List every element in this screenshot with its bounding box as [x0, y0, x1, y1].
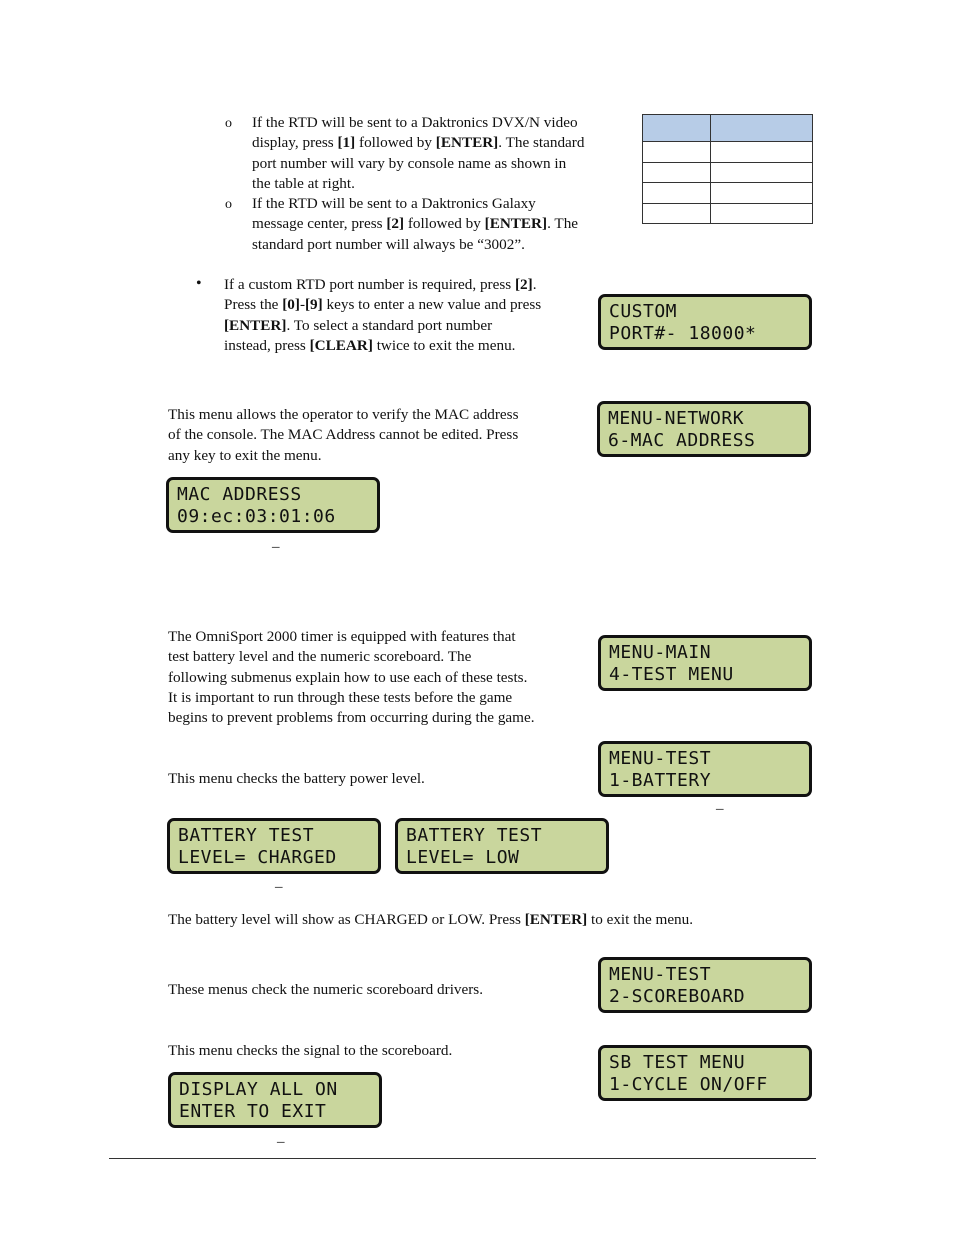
- battery-level-text: The battery level will show as CHARGED or LOW. Press [ENTER] to exit the menu.: [168, 911, 694, 928]
- lcd-mac-address: [166, 477, 380, 533]
- lcd-line: MENU-MAIN: [609, 642, 712, 663]
- lcd-display-all-on: [168, 1072, 382, 1128]
- lcd-battery-low: [395, 818, 609, 874]
- figure-caption-dash: –: [275, 879, 283, 895]
- lcd-battery-charged: [167, 818, 381, 874]
- custom-port-bullet: [224, 275, 594, 356]
- mac-paragraph: [168, 405, 588, 466]
- sub-bullet-dvx: [252, 113, 632, 194]
- text-line: port number will vary by console name as shown in: [252, 154, 567, 172]
- text-line: [ENTER]. To select a standard port number: [224, 316, 493, 334]
- lcd-line: MENU-TEST: [609, 964, 712, 985]
- text-line: of the console. The MAC Address cannot be edited. Press: [168, 426, 519, 444]
- text-line: display, press [1] followed by [ENTER]. The standard: [252, 134, 585, 152]
- lcd-line: ENTER TO EXIT: [179, 1101, 327, 1122]
- footer-divider: [109, 1158, 816, 1159]
- text-line: This menu allows the operator to verify the MAC address: [168, 406, 519, 423]
- lcd-line: MAC ADDRESS: [177, 484, 302, 505]
- table-row: [643, 203, 813, 224]
- text-line: message center, press [2] followed by [ENTER]. The: [252, 215, 579, 233]
- lcd-line: DISPLAY ALL ON: [179, 1079, 338, 1100]
- sub-bullet-marker: o: [225, 197, 232, 212]
- table-cell: [643, 142, 711, 163]
- lcd-line: 1-CYCLE ON/OFF: [609, 1074, 768, 1095]
- text-line: The OmniSport 2000 timer is equipped with features that: [168, 628, 516, 645]
- table-header-row: [643, 115, 813, 142]
- table-cell: [711, 183, 813, 204]
- lcd-menu-main: [598, 635, 812, 691]
- table-cell: [643, 115, 711, 142]
- test-intro-paragraph: [168, 627, 598, 728]
- text-line: If a custom RTD port number is required, press [2].: [224, 276, 537, 293]
- text-line: standard port number will always be “3002”.: [252, 235, 525, 253]
- lcd-line: BATTERY TEST: [178, 825, 315, 846]
- figure-caption-dash: –: [272, 539, 280, 555]
- text-line: instead, press [CLEAR] twice to exit the menu.: [224, 336, 516, 354]
- lcd-line: LEVEL= LOW: [406, 847, 520, 868]
- text-line: If the RTD will be sent to a Daktronics Galaxy: [252, 195, 536, 212]
- text-line: Press the [0]-[9] keys to enter a new value and press: [224, 296, 542, 314]
- lcd-line: MENU-NETWORK: [608, 408, 745, 429]
- table-cell: [711, 142, 813, 163]
- text-line: the table at right.: [252, 174, 355, 192]
- lcd-line: CUSTOM: [609, 301, 678, 322]
- table-cell: [711, 203, 813, 224]
- scoreboard-text: These menus check the numeric scoreboard drivers.: [168, 981, 484, 998]
- lcd-line: 4-TEST MENU: [609, 664, 734, 685]
- lcd-line: 2-SCOREBOARD: [609, 986, 746, 1007]
- signal-text: This menu checks the signal to the scoreboard.: [168, 1042, 453, 1059]
- text-line: following submenus explain how to use each of these tests.: [168, 668, 528, 686]
- lcd-line: MENU-TEST: [609, 748, 712, 769]
- table-row: [643, 183, 813, 204]
- lcd-menu-test-scoreboard: [598, 957, 812, 1013]
- bullet-marker: •: [196, 275, 202, 292]
- lcd-line: BATTERY TEST: [406, 825, 543, 846]
- table-cell: [643, 183, 711, 204]
- table-cell: [643, 162, 711, 183]
- lcd-custom-port: [598, 294, 812, 350]
- table-cell: [643, 203, 711, 224]
- lcd-line: 09:ec:03:01:06: [177, 506, 336, 527]
- lcd-line: 6-MAC ADDRESS: [608, 430, 756, 451]
- lcd-menu-test-battery: [598, 741, 812, 797]
- table-row: [643, 162, 813, 183]
- table-row: [643, 142, 813, 163]
- lcd-menu-network: [597, 401, 811, 457]
- port-number-table: [642, 114, 813, 224]
- figure-caption-dash: –: [277, 1134, 285, 1150]
- lcd-line: PORT#- 18000*: [609, 323, 757, 344]
- lcd-sb-test-menu: [598, 1045, 812, 1101]
- lcd-line: 1-BATTERY: [609, 770, 712, 791]
- text-line: begins to prevent problems from occurring during the game.: [168, 709, 535, 727]
- lcd-line: SB TEST MENU: [609, 1052, 746, 1073]
- lcd-line: LEVEL= CHARGED: [178, 847, 337, 868]
- text-line: any key to exit the menu.: [168, 446, 322, 464]
- figure-caption-dash: –: [716, 801, 724, 817]
- sub-bullet-galaxy: [252, 194, 632, 255]
- table-cell: [711, 115, 813, 142]
- sub-bullet-marker: o: [225, 116, 232, 131]
- text-line: If the RTD will be sent to a Daktronics DVX/N video: [252, 114, 578, 131]
- table-cell: [711, 162, 813, 183]
- text-line: It is important to run through these tests before the game: [168, 688, 513, 706]
- battery-text: This menu checks the battery power level.: [168, 770, 425, 787]
- text-line: test battery level and the numeric scoreboard. The: [168, 648, 472, 666]
